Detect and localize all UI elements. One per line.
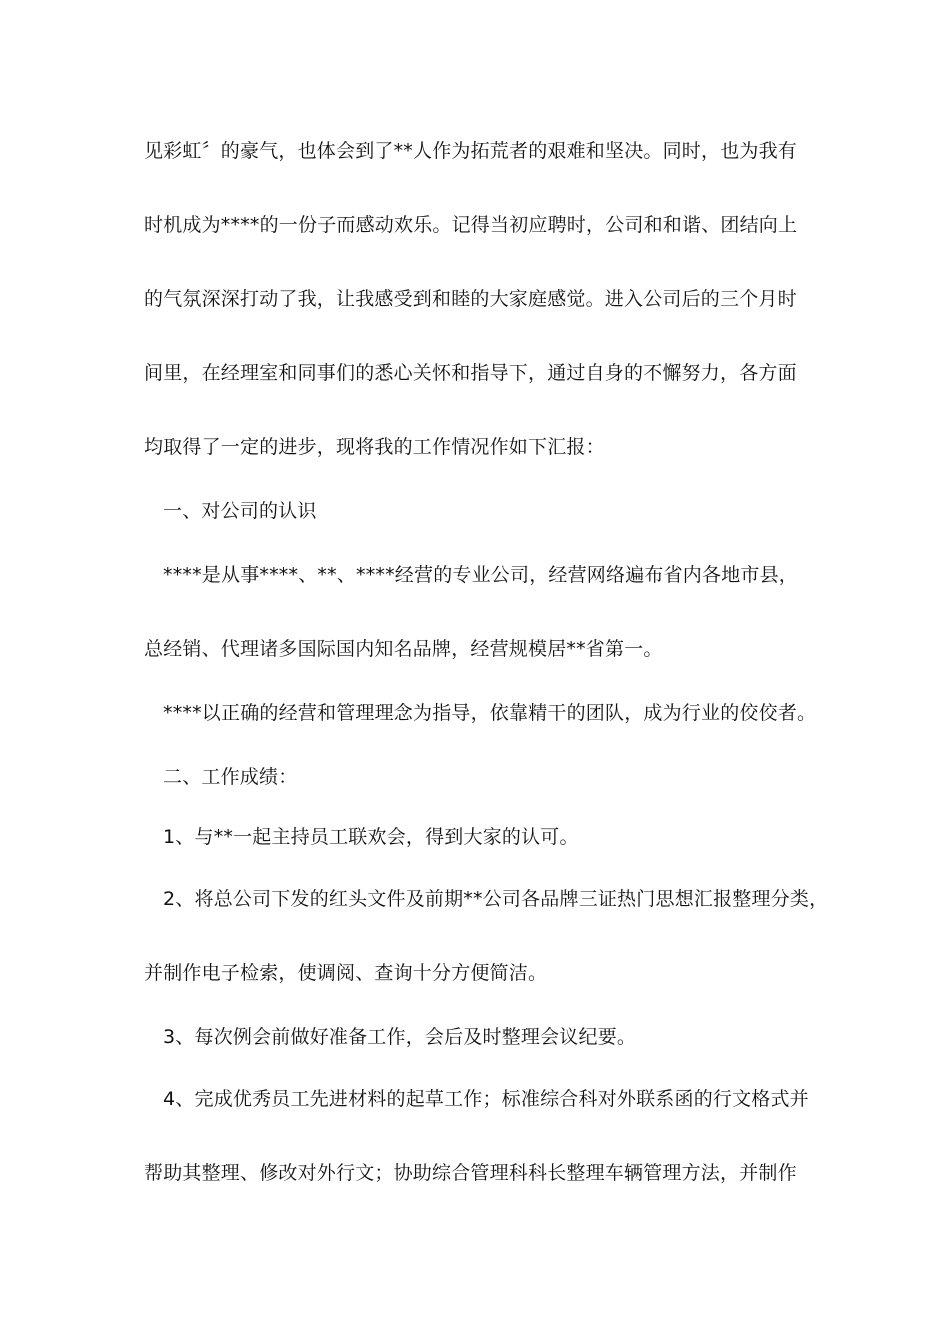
paragraph-line: 时机成为****的一份子而感动欢乐。记得当初应聘时，公司和和谐、团结向上	[144, 214, 798, 236]
list-item: 3、每次例会前做好准备工作，会后及时整理会议纪要。	[163, 1026, 637, 1048]
paragraph-line: 并制作电子检索，使调阅、查询十分方便简洁。	[144, 962, 548, 984]
section-heading: 二、工作成绩：	[163, 766, 298, 788]
paragraph-line: 间里，在经理室和同事们的悉心关怀和指导下，通过自身的不懈努力，各方面	[144, 362, 797, 384]
list-item: 1、与**一起主持员工联欢会，得到大家的认可。	[163, 826, 579, 848]
list-item: 2、将总公司下发的红头文件及前期**公司各品牌三证热门思想汇报整理分类，	[163, 888, 829, 910]
paragraph-line: ****是从事****、**、****经营的专业公司，经营网络遍布省内各地市县，	[163, 564, 799, 586]
paragraph-line: ****以正确的经营和管理理念为指导，依靠精干的团队，成为行业的佼佼者。	[163, 702, 817, 724]
paragraph-line: 总经销、代理诸多国际国内知名品牌，经营规模居**省第一。	[144, 638, 663, 660]
paragraph-line: 均取得了一定的进步，现将我的工作情况作如下汇报：	[144, 436, 605, 458]
list-item: 4、完成优秀员工先进材料的起草工作；标准综合科对外联系函的行文格式并	[163, 1088, 809, 1110]
paragraph-line: 见彩虹〞的豪气，也体会到了**人作为拓荒者的艰难和坚决。同时，也为我有	[144, 140, 798, 162]
paragraph-line: 的气氛深深打动了我，让我感受到和睦的大家庭感觉。进入公司后的三个月时	[144, 288, 797, 310]
section-heading: 一、对公司的认识	[163, 500, 317, 522]
paragraph-line: 帮助其整理、修改对外行文；协助综合管理科科长整理车辆管理方法，并制作	[144, 1162, 797, 1184]
